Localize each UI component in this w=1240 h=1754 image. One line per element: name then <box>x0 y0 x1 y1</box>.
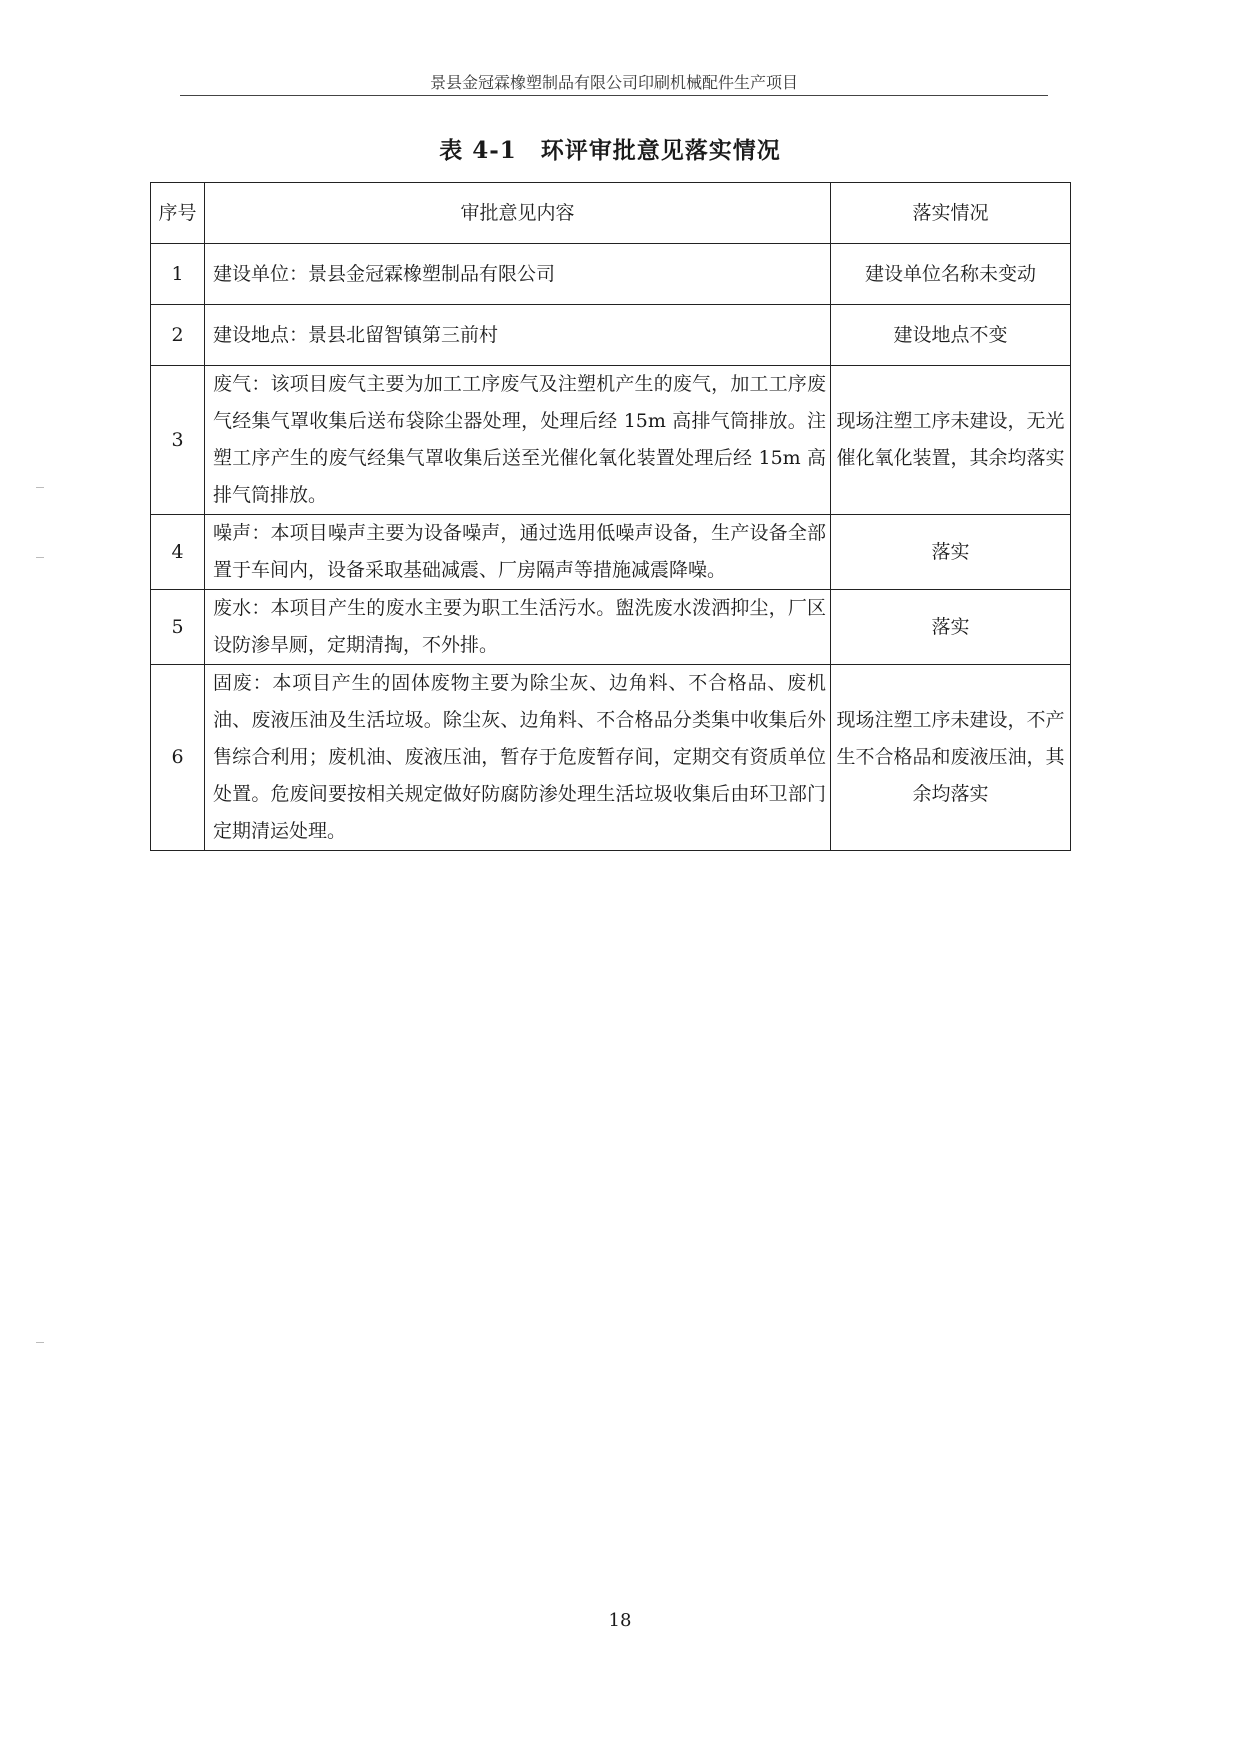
opinion-content: 建设地点：景县北留智镇第三前村 <box>205 305 831 366</box>
page-header: 景县金冠霖橡塑制品有限公司印刷机械配件生产项目 <box>429 73 798 92</box>
implementation-status: 落实 <box>831 515 1071 590</box>
implementation-status: 建设单位名称未变动 <box>831 244 1071 305</box>
implementation-status: 现场注塑工序未建设，不产生不合格品和废液压油，其余均落实 <box>831 665 1071 851</box>
table-header-row <box>151 183 1071 244</box>
opinion-content: 噪声：本项目噪声主要为设备噪声，通过选用低噪声设备，生产设备全部置于车间内，设备采取基础减震、厂房隔声等措施减震降噪。 <box>205 515 831 590</box>
implementation-status: 现场注塑工序未建设，无光催化氧化装置，其余均落实 <box>831 366 1071 515</box>
opinion-content: 建设单位：景县金冠霖橡塑制品有限公司 <box>205 244 831 305</box>
row-number: 1 <box>151 244 205 305</box>
table-row <box>151 244 1071 305</box>
opinion-content: 固废：本项目产生的固体废物主要为除尘灰、边角料、不合格品、废机油、废液压油及生活垃圾。除尘灰、边角料、不合格品分类集中收集后外售综合利用；废机油、废液压油，暂存于危废暂存间，定期交有资质单位处置。危废间要按相关规定做好防腐防渗处理生活垃圾收集后由环卫部门定期清运处理。 <box>205 665 831 851</box>
table-row <box>151 366 1071 515</box>
row-number: 3 <box>151 366 205 515</box>
column-header-status: 落实情况 <box>831 183 1071 244</box>
opinion-content: 废水：本项目产生的废水主要为职工生活污水。盥洗废水泼洒抑尘，厂区设防渗旱厕，定期清掏，不外排。 <box>205 590 831 665</box>
row-number: 4 <box>151 515 205 590</box>
approval-opinion-table <box>150 182 1071 851</box>
scan-mark <box>36 557 44 558</box>
header-rule <box>180 95 1048 96</box>
scan-mark <box>36 487 44 488</box>
table-title-number: 表 4-1 <box>439 137 517 164</box>
column-header-content: 审批意见内容 <box>205 183 831 244</box>
page-number: 18 <box>608 1610 632 1631</box>
row-number: 5 <box>151 590 205 665</box>
table-title-text: 环评审批意见落实情况 <box>540 137 781 164</box>
table-row <box>151 515 1071 590</box>
table-row <box>151 305 1071 366</box>
opinion-content: 废气：该项目废气主要为加工工序废气及注塑机产生的废气，加工工序废气经集气罩收集后送布袋除尘器处理，处理后经 15m 高排气筒排放。注塑工序产生的废气经集气罩收集后送至光催化氧化装置处理后经 15m 高排气筒排放。 <box>205 366 831 515</box>
implementation-status: 建设地点不变 <box>831 305 1071 366</box>
table-row <box>151 665 1071 851</box>
implementation-status: 落实 <box>831 590 1071 665</box>
table-row <box>151 590 1071 665</box>
table-title <box>150 132 1070 165</box>
column-header-no: 序号 <box>151 183 205 244</box>
row-number: 2 <box>151 305 205 366</box>
scan-mark <box>36 1342 44 1343</box>
row-number: 6 <box>151 665 205 851</box>
